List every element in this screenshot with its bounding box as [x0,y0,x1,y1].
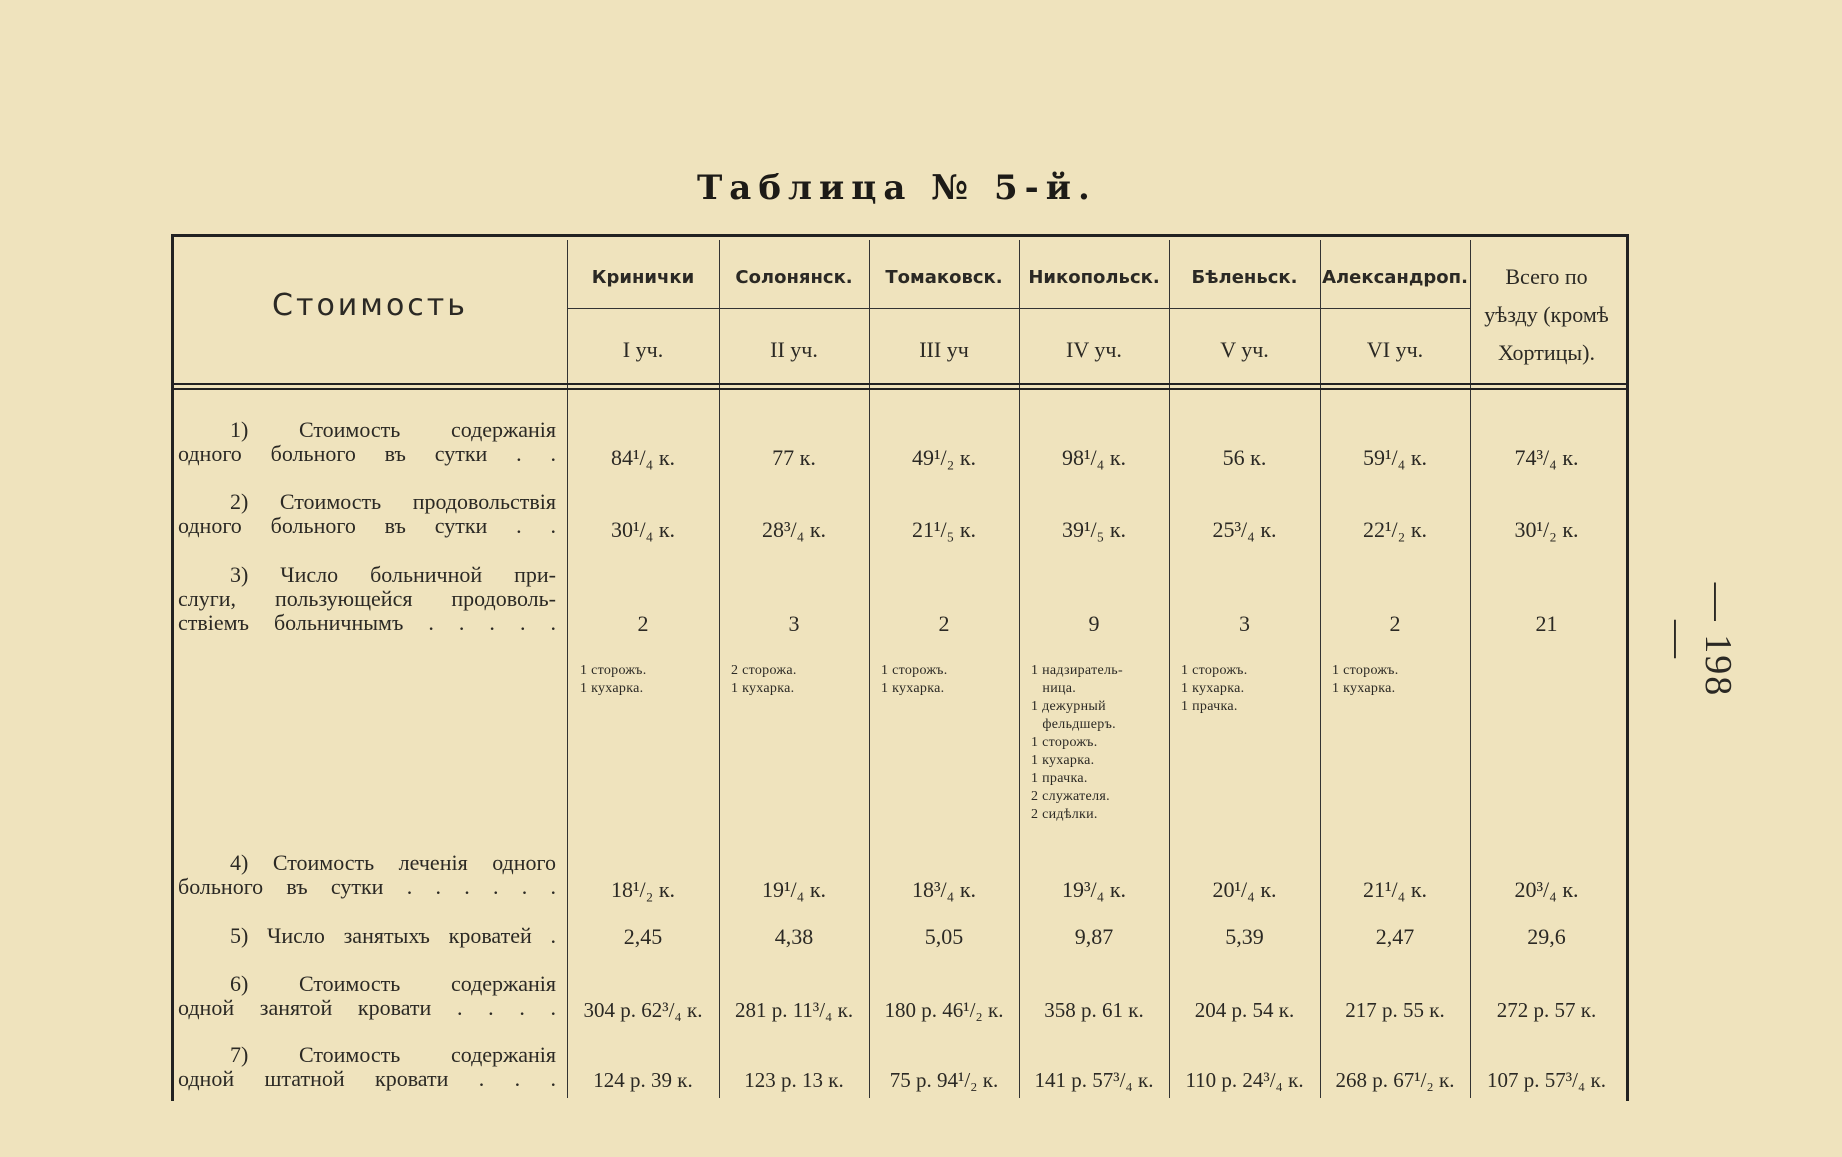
staff-list: 2 сторожа. 1 кухарка. [731,663,797,696]
table-cell: 18³/₄ к. [911,877,977,902]
staff-list: 1 надзиратель- ница. 1 дежурный фельдшеръ. 1 сторожъ. 1 кухарка. 1 прачка. 2 служателя. 2 сидѣлки. [1031,663,1123,822]
table-cell: 107 р. 57³/₄ к. [1487,1068,1606,1092]
table-cell: 5,05 [924,924,964,949]
row-label-1: 1) Стоимость содержанія одного больного въ сутки . . [178,417,556,466]
table-cell: 30¹/₂ к. [1514,517,1579,542]
table-cell: 272 р. 57 к. [1496,998,1597,1022]
staff-list: 1 сторожъ. 1 кухарка. [881,663,948,696]
header-rule [171,383,1626,385]
table-cell: 21¹/₅ к. [911,517,977,542]
header-total-line: Всего по [1505,264,1588,289]
table-cell: 18¹/₂ к. [610,877,676,902]
table-cell: 98¹/₄ к. [1061,445,1127,470]
row-label-7: 7) Стоимость содержанія одной штатной кровати . . . [178,1042,556,1091]
header-district-6: Александроп. [1322,267,1468,288]
table-cell: 21 [1535,611,1558,636]
header-stoimost: Стоимость [272,288,468,323]
table-cell: 30¹/₄ к. [610,517,676,542]
header-subline [567,308,1470,309]
header-uch-3: III уч [919,337,969,362]
table-cell: 110 р. 24³/₄ к. [1185,1068,1304,1092]
header-uch-5: V уч. [1220,337,1269,362]
row-label-3: 3) Число больничной при- слуги, пользующейся продоволь- ствіемъ больничнымъ . . . . . [178,562,556,635]
page-number: — 198 — [1657,582,1739,698]
table-cell: 21¹/₄ к. [1362,877,1428,902]
table-cell: 20³/₄ к. [1514,877,1579,902]
row-label-6: 6) Стоимость содержанія одной занятой кровати . . . . [178,971,556,1020]
table-cell: 268 р. 67¹/₂ к. [1335,1068,1455,1092]
table-cell: 56 к. [1222,445,1267,470]
table-cell: 180 р. 46¹/₂ к. [884,998,1004,1022]
table-cell: 28³/₄ к. [761,517,827,542]
header-uch-4: IV уч. [1066,337,1122,362]
table-cell: 123 р. 13 к. [744,1068,844,1092]
table-cell: 2 [637,611,649,636]
header-total-line: уѣзду (кромѣ [1484,302,1609,327]
header-uch-6: VI уч. [1366,337,1424,362]
column-divider [869,240,870,1098]
table-cell: 49¹/₂ к. [911,445,977,470]
table-cell: 2,47 [1375,924,1415,949]
staff-list: 1 сторожъ. 1 кухарка. [1332,663,1399,696]
page-title: Таблица № 5-й. [697,168,1097,208]
table-cell: 204 р. 54 к. [1194,998,1295,1022]
header-district-4: Никопольск. [1028,267,1160,288]
table-cell: 3 [788,611,800,636]
table-cell: 2 [938,611,950,636]
header-district-2: Солонянск. [735,267,853,288]
header-uch-2: II уч. [770,337,818,362]
table-cell: 77 к. [772,445,816,470]
header-district-1: Кринички [591,267,695,288]
table-cell: 84¹/₄ к. [610,445,676,470]
row-label-5: 5) Число занятыхъ кроватей . [230,923,556,948]
table-cell: 19³/₄ к. [1061,877,1127,902]
column-divider [719,240,720,1098]
table-cell: 304 р. 62³/₄ к. [583,998,703,1022]
header-rule [171,388,1626,390]
header-total [1470,258,1623,372]
header-district-5: Бѣленьск. [1191,267,1298,288]
table-cell: 5,39 [1225,924,1264,949]
table-cell: 2,45 [623,924,663,949]
table-cell: 29,6 [1527,924,1566,949]
table-cell: 9,87 [1074,924,1114,949]
header-total-line: Хортицы). [1498,340,1595,365]
table-cell: 22¹/₂ к. [1362,517,1428,542]
staff-list: 1 сторожъ. 1 кухарка. [580,663,647,696]
column-divider [1320,240,1321,1098]
table-cell: 4,38 [774,924,814,949]
column-divider [1169,240,1170,1098]
staff-list: 1 сторожъ. 1 кухарка. 1 прачка. [1181,663,1248,714]
table-cell: 141 р. 57³/₄ к. [1034,1068,1154,1092]
row-label-4: 4) Стоимость леченія одного больного въ сутки . . . . . . [178,850,556,899]
row-label-2: 2) Стоимость продовольствія одного больного въ сутки . . [178,489,556,538]
header-uch-1: I уч. [622,337,664,362]
column-divider [1019,240,1020,1098]
column-divider [567,240,568,1098]
table-cell: 3 [1239,611,1250,636]
table-cell: 74³/₄ к. [1514,445,1579,470]
table-cell: 59¹/₄ к. [1362,445,1428,470]
table-cell: 25³/₄ к. [1212,517,1277,542]
table-cell: 217 р. 55 к. [1345,998,1445,1022]
table-cell: 281 р. 11³/₄ к. [734,998,854,1022]
table-cell: 75 р. 94¹/₂ к. [889,1068,999,1092]
header-district-3: Томаковск. [885,267,1003,288]
table-cell: 124 р. 39 к. [593,1068,693,1092]
table-cell: 358 р. 61 к. [1044,998,1144,1022]
table-cell: 19¹/₄ к. [761,877,827,902]
table-cell: 20¹/₄ к. [1212,877,1277,902]
table-cell: 39¹/₅ к. [1061,517,1127,542]
table-cell: 9 [1088,611,1100,636]
table-cell: 2 [1389,611,1401,636]
